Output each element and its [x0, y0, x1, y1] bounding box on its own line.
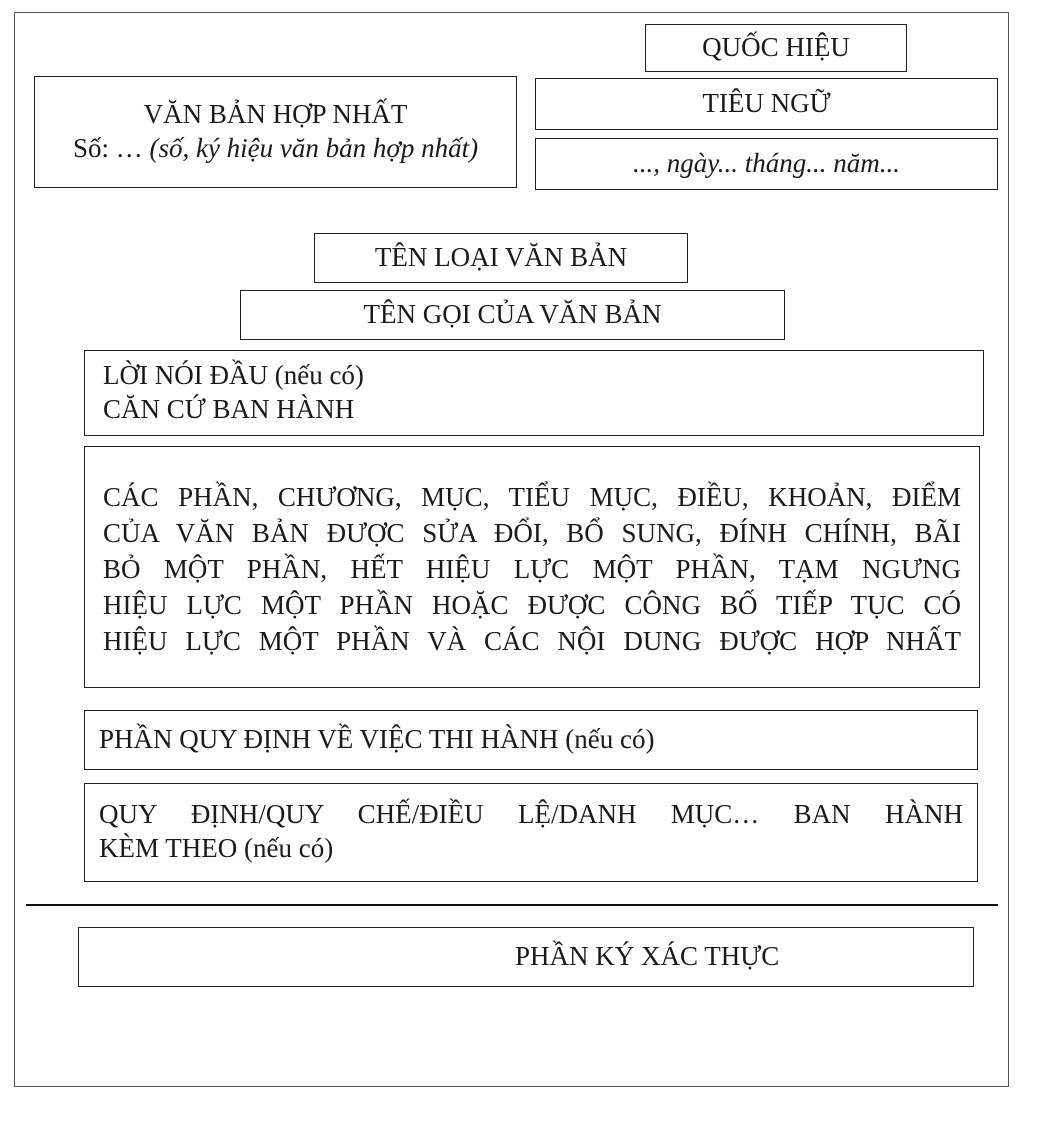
document-type-text: TÊN LOẠI VĂN BẢN — [374, 242, 628, 273]
document-title-text: TÊN GỌI CỦA VĂN BẢN — [363, 299, 662, 330]
body-content-line-4: HIỆU LỰC MỘT PHẦN HOẶC ĐƯỢC CÔNG BỐ TIẾP TỤC CÓ — [103, 590, 961, 620]
execution-text: PHẦN QUY ĐỊNH VỀ VIỆC THI HÀNH (nếu có) — [99, 724, 655, 755]
signature-box — [78, 927, 974, 987]
body-content-line-3: BỎ MỘT PHẦN, HẾT HIỆU LỰC MỘT PHẦN, TẠM NGƯNG — [103, 554, 961, 584]
issuer-number-hint: (số, ký hiệu văn bản hợp nhất) — [149, 133, 479, 163]
body-content-line-2: CỦA VĂN BẢN ĐƯỢC SỬA ĐỔI, BỔ SUNG, ĐÍNH CHÍNH, BÃI — [103, 518, 961, 548]
execution-box — [84, 710, 978, 770]
body-content-box — [84, 446, 980, 688]
preamble-line-2: CĂN CỨ BAN HÀNH — [103, 393, 355, 424]
document-type-box — [314, 233, 688, 283]
date-line-text: ..., ngày... tháng... năm... — [633, 148, 900, 179]
tieu-ngu-box — [535, 78, 998, 130]
issuer-title: VĂN BẢN HỢP NHẤT — [143, 99, 408, 130]
attachments-line-2: KÈM THEO (nếu có) — [99, 832, 334, 863]
signature-separator — [26, 904, 998, 906]
date-line-box — [535, 138, 998, 190]
preamble-box — [84, 350, 984, 436]
issuer-number-label: Số: … — [72, 133, 143, 163]
quoc-hieu-box — [645, 24, 907, 72]
document-title-box — [240, 290, 785, 340]
body-content-line-5: HIỆU LỰC MỘT PHẦN VÀ CÁC NỘI DUNG ĐƯỢC HỢP NHẤT — [103, 626, 961, 656]
signature-text: PHẦN KÝ XÁC THỰC — [515, 941, 780, 972]
issuer-box — [34, 76, 517, 188]
tieu-ngu-text: TIÊU NGỮ — [702, 88, 831, 119]
preamble-line-1: LỜI NÓI ĐẦU (nếu có) — [103, 360, 364, 390]
body-content-line-1: CÁC PHẦN, CHƯƠNG, MỤC, TIỂU MỤC, ĐIỀU, KHOẢN, ĐIỂM — [103, 482, 961, 512]
attachments-line-1: QUY ĐỊNH/QUY CHẾ/ĐIỀU LỆ/DANH MỤC… BAN HÀNH — [99, 799, 963, 829]
attachments-box — [84, 783, 978, 882]
quoc-hieu-text: QUỐC HIỆU — [702, 32, 850, 63]
issuer-number — [73, 132, 478, 166]
